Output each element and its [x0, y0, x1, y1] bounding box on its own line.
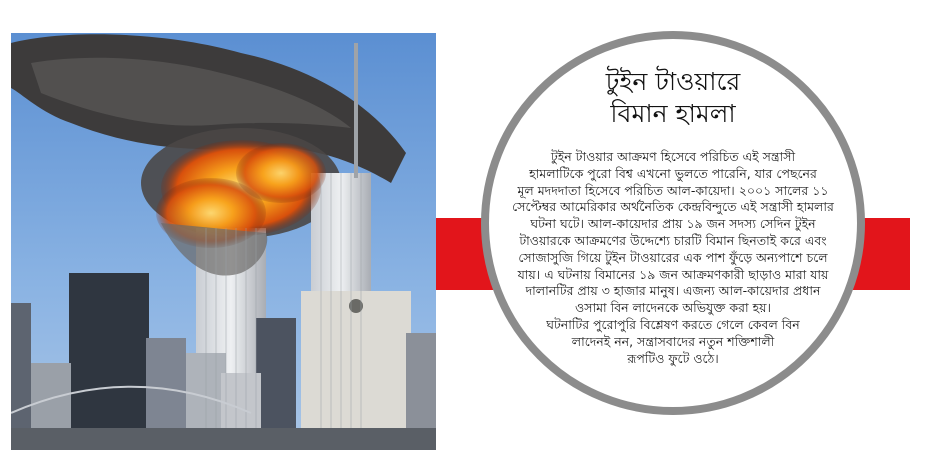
- body-line: ওসামা বিন লাদেনকে অভিযুক্ত করা হয়।: [575, 300, 771, 316]
- body-line: যায়। এ ঘটনায় বিমানের ১৯ জন আক্রমণকারী ছাড়াও মারা যায়: [517, 266, 829, 282]
- body-line: ঘটনাটির পুরোপুরি বিশ্লেষণ করতে গেলে কেবল বিন: [546, 316, 800, 332]
- article-body: [481, 149, 865, 367]
- body-line: হামলাটিকে পুরো বিশ্ব এখনো ভুলতে পারেনি, যার পেছনের: [529, 165, 817, 181]
- body-line: লাদেনই নন, সন্ত্রাসবাদের নতুন শক্তিশালী: [571, 333, 775, 349]
- body-line: টুইন টাওয়ার আক্রমণ হিসেবে পরিচিত এই সন্ত্রাসী: [550, 149, 796, 164]
- body-line: সোজাসুজি গিয়ে টুইন টাওয়ারের এক পাশ ফুঁড়ে অন্যপাশে চলে: [518, 249, 828, 265]
- twin-towers-attack-image: [11, 33, 436, 450]
- body-line: দালানটির প্রায় ৩ হাজার মানুষ। এজন্য আল-কায়েদার প্রধান: [525, 283, 821, 299]
- body-line: টাওয়ারকে আক্রমণের উদ্দেশ্যে চারটি বিমান ছিনতাই করে এবং: [519, 232, 827, 248]
- body-line: মূল মদদদাতা হিসেবে পরিচিত আল-কায়েদা। ২০০১ সালের ১১: [517, 182, 829, 198]
- body-line: ঘটনা ঘটে। আল-কায়েদার প্রায় ১৯ জন সদস্য সেদিন টুইন: [530, 216, 816, 232]
- twin-towers-photo: [11, 33, 436, 450]
- title-line-2: বিমান হামলা: [610, 99, 736, 128]
- article-title: [481, 66, 865, 130]
- body-line: সেপ্টেম্বর আমেরিকার অর্থনৈতিক কেন্দ্রবিন্দুতে এই সন্ত্রাসী হামলার: [512, 199, 834, 215]
- body-line: রূপটিও ফুটে ওঠে।: [627, 350, 719, 366]
- title-line-1: টুইন টাওয়ারে: [605, 67, 741, 96]
